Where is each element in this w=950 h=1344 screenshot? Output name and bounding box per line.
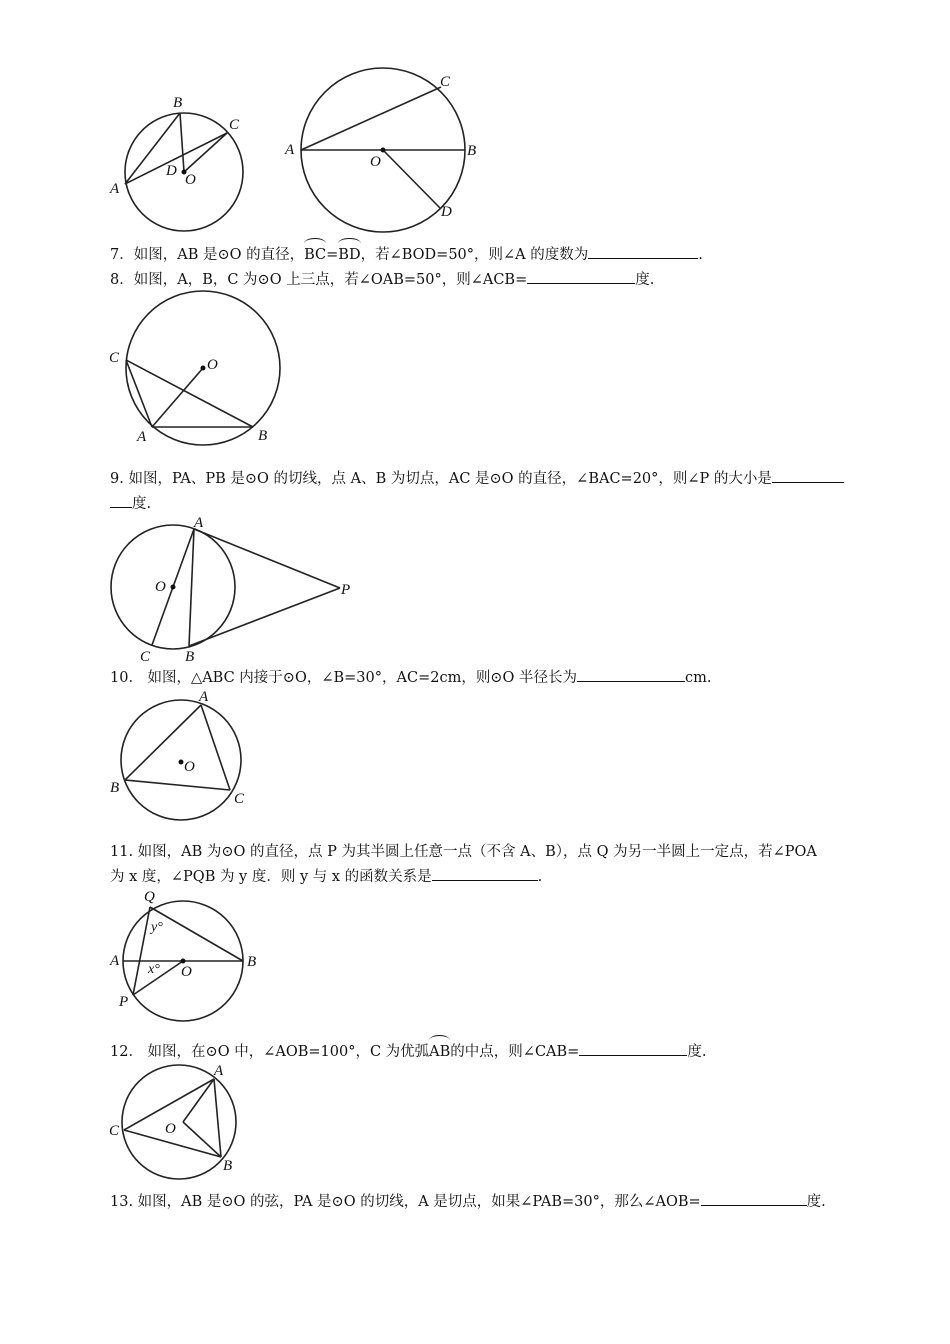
point-label: x°	[148, 962, 160, 977]
point-label: B	[247, 954, 257, 970]
question-11: 11. 如图，AB 为⊙O 的直径，点 P 为其半圆上任意一点（不含 A、B），点 Q 为另一半圆上一定点，若∠POA	[110, 844, 817, 860]
question-9: 9. 如图，PA、PB 是⊙O 的切线，点 A、B 为切点，AC 是⊙O 的直径，∠BAC=20°，则∠P 的大小是	[110, 468, 844, 489]
point-label: O	[155, 579, 166, 595]
point-label: B	[467, 143, 477, 159]
figure-q6	[105, 90, 255, 240]
point-label: O	[181, 964, 192, 980]
segment	[133, 907, 150, 995]
point-label: C	[109, 1123, 120, 1139]
center-point	[171, 585, 176, 590]
segment	[201, 705, 230, 790]
point-label: Q	[144, 889, 155, 905]
segment	[125, 780, 230, 790]
figure-q12	[105, 1058, 255, 1178]
point-label: B	[185, 649, 195, 665]
point-label: C	[234, 791, 245, 807]
point-label: B	[110, 780, 120, 796]
answer-blank[interactable]	[527, 269, 635, 284]
answer-blank[interactable]	[588, 244, 698, 259]
question-7: 7．如图，AB 是⊙O 的直径，BC=BD，若∠BOD=50°，则∠A 的度数为 .	[110, 243, 703, 265]
segment	[189, 588, 340, 646]
point-label: C	[140, 649, 151, 665]
point-label: A	[110, 181, 120, 197]
point-label: A	[194, 515, 204, 531]
question-12: 12． 如图，在⊙O 中，∠AOB=100°，C 为优弧AB的中点，则∠CAB= 度.	[110, 1040, 706, 1062]
point-label: A	[137, 429, 147, 445]
point-label: B	[223, 1158, 233, 1174]
question-9-cont: 度.	[110, 493, 151, 514]
question-8: 8．如图，A，B，C 为⊙O 上三点，若∠OAB=50°，则∠ACB= 度.	[110, 269, 654, 290]
segment	[180, 113, 184, 172]
answer-blank-cont[interactable]	[110, 493, 132, 508]
segment	[214, 1079, 221, 1157]
answer-blank[interactable]	[579, 1041, 687, 1056]
segment	[150, 907, 243, 961]
arc-bc: BC	[304, 243, 326, 265]
point-label: B	[173, 95, 183, 111]
point-label: P	[341, 582, 351, 598]
answer-blank[interactable]	[772, 468, 844, 483]
arc-ab: AB	[429, 1040, 450, 1062]
answer-blank[interactable]	[577, 667, 685, 682]
center-point	[381, 148, 386, 153]
point-label: O	[165, 1121, 176, 1137]
segment	[301, 87, 441, 150]
point-label: A	[199, 689, 209, 705]
point-label: y°	[151, 920, 163, 935]
point-label: O	[207, 357, 218, 373]
point-label: D	[166, 163, 177, 179]
segment	[184, 133, 227, 172]
segment	[183, 1079, 214, 1122]
center-point	[179, 760, 184, 765]
point-label: P	[119, 994, 129, 1010]
figure-q9	[105, 512, 360, 664]
segment	[189, 529, 194, 646]
point-label: A	[285, 142, 295, 158]
figure-q11	[105, 885, 265, 1027]
point-label: O	[185, 172, 196, 188]
point-label: O	[370, 154, 381, 170]
segment	[194, 529, 340, 588]
point-label: D	[441, 204, 452, 220]
center-point	[201, 366, 206, 371]
question-11-cont: 为 x 度，∠PQB 为 y 度．则 y 与 x 的函数关系是 .	[110, 866, 542, 887]
arc-bd: BD	[338, 243, 360, 265]
point-label: A	[110, 953, 120, 969]
center-point	[181, 959, 186, 964]
segment	[126, 360, 253, 427]
point-label: C	[229, 117, 240, 133]
question-13: 13. 如图，AB 是⊙O 的弦，PA 是⊙O 的切线，A 是切点，如果∠PAB=30°，那么∠AOB= 度.	[110, 1191, 826, 1212]
point-label: B	[258, 428, 268, 444]
point-label: A	[214, 1063, 224, 1079]
figure-q10	[105, 686, 255, 826]
figure-q7	[280, 60, 490, 235]
point-label: O	[184, 759, 195, 775]
point-label: C	[440, 74, 451, 90]
answer-blank[interactable]	[432, 866, 538, 881]
figure-q8	[105, 288, 285, 448]
point-label: C	[109, 350, 120, 366]
answer-blank[interactable]	[701, 1191, 807, 1206]
question-10: 10． 如图，△ABC 内接于⊙O，∠B=30°，AC=2cm，则⊙O 半径长为 cm.	[110, 667, 711, 688]
segment	[383, 150, 440, 208]
